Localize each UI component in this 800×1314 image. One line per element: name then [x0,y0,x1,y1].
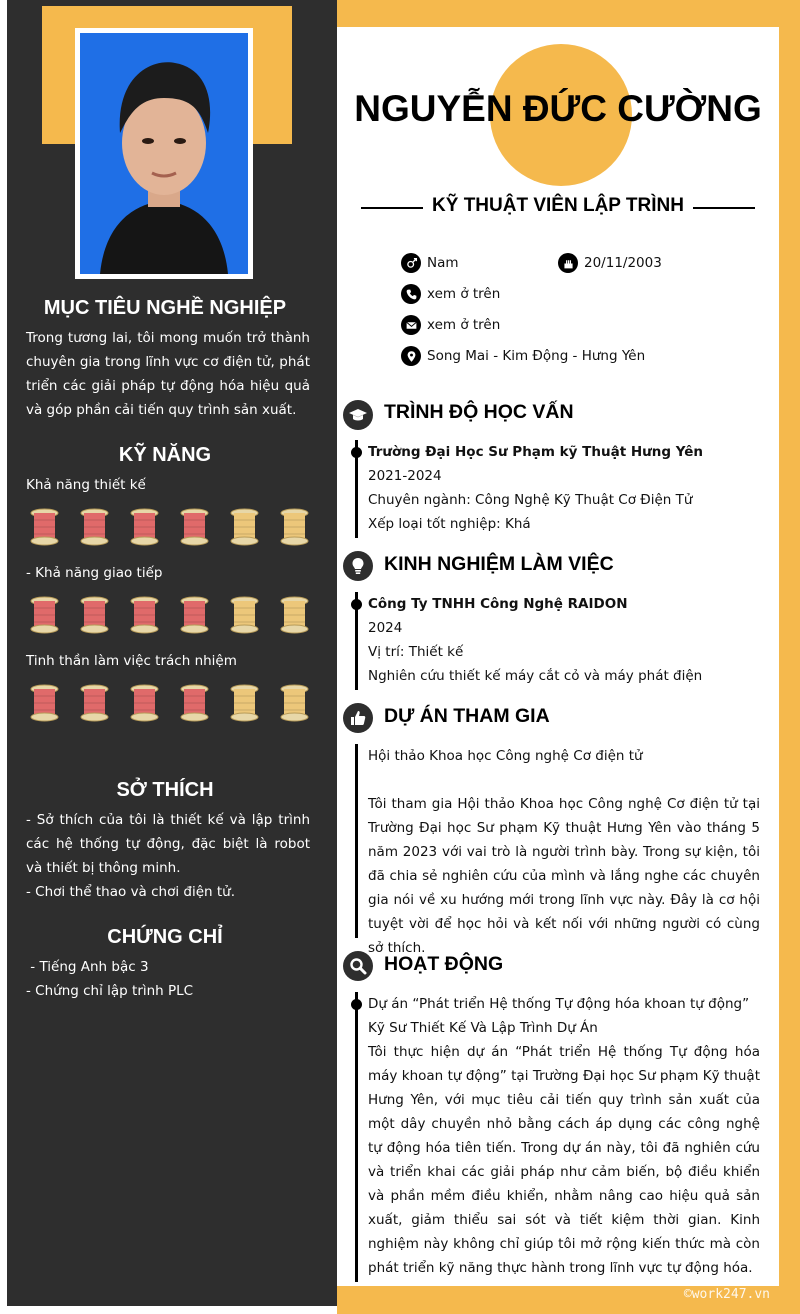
gender-value: Nam [427,255,459,271]
spool-filled-icon [130,596,159,634]
project-name: Hội thảo Khoa học Công nghệ Cơ điện tử [368,748,643,764]
spool-filled-icon [80,684,109,722]
activity-description: Tôi thực hiện dự án “Phát triển Hệ thống Tự động hóa máy khoan tự động” tại Trường Đại học Sư phạm Kỹ thuật Hưng Yên, với mục tiêu cải tiến quy trình sản xuất của một dây chuyền nhỏ bằng cách áp dụng các công nghệ tự động hóa tiên tiến. Trong dự án này, tôi đã nghiên cứu và triển khai các giải pháp như cảm biến, bộ điều khiển và phần mềm điều khiển, nhằm nâng cao hiệu quả sản xuất, giảm thiểu sai sót và tiết kiệm thời gian. Kinh nghiệm này không chỉ giúp tôi mở rộng kiến thức mà còn phát triển kỹ năng thực hành trong lĩnh vực tự động hóa. [368,1044,760,1276]
portrait-illustration [80,33,248,274]
experience-description: Nghiên cứu thiết kế máy cắt cỏ và máy phát điện [368,668,703,684]
timeline-dot [351,999,362,1010]
spool-filled-icon [30,684,59,722]
timeline-dot [351,447,362,458]
experience-title: KINH NGHIỆM LÀM VIỆC [384,553,614,575]
divider [693,207,755,209]
activity-role: Kỹ Sư Thiết Kế Và Lập Trình Dự Án [368,1020,598,1036]
address-value: Song Mai - Kim Động - Hưng Yên [427,348,646,364]
hobbies-text: - Sở thích của tôi là thiết kế và lập trình các hệ thống tự động, đặc biệt là robot và thiết bị thông minh. [26,812,310,876]
hobbies-text: - Chơi thể thao và chơi điện tử. [26,884,236,900]
education-years: 2021-2024 [368,468,442,484]
skills-title: KỸ NĂNG [118,444,212,466]
education-major: Chuyên ngành: Công Nghệ Kỹ Thuật Cơ Điện Tử [368,492,693,508]
location-pin-icon [401,346,421,366]
spool-filled-icon [130,684,159,722]
gender-info [401,253,459,273]
skill-label: Khả năng thiết kế [26,477,146,493]
activity-project: Dự án “Phát triển Hệ thống Tự động hóa khoan tự động” [368,996,750,1012]
spool-empty-icon [230,508,259,546]
spool-empty-icon [230,684,259,722]
graduation-cap-icon [343,400,373,430]
spool-filled-icon [30,596,59,634]
phone-value: xem ở trên [427,286,501,302]
spool-filled-icon [180,596,209,634]
email-icon [401,315,421,335]
education-title: TRÌNH ĐỘ HỌC VẤN [384,401,574,423]
job-title: KỸ THUẬT VIÊN LẬP TRÌNH [432,195,684,216]
lightbulb-icon [343,551,373,581]
education-grade: Xếp loại tốt nghiệp: Khá [368,516,531,532]
timeline-line [355,992,358,1282]
spool-empty-icon [280,684,309,722]
skill-label: - Khả năng giao tiếp [26,565,163,581]
birthday-cake-icon [558,253,578,273]
spool-filled-icon [180,508,209,546]
divider [361,207,423,209]
certificates-title: CHỨNG CHỈ [107,926,223,948]
watermark: ©work247.vn [683,1287,770,1302]
avatar [75,28,253,279]
spool-empty-icon [280,508,309,546]
objective-text: Trong tương lai, tôi mong muốn trở thành chuyên gia trong lĩnh vực cơ điện tử, phát triển các giải pháp tự động hóa hiệu quả và góp phần cải tiến quy trình sản xuất. [26,330,310,418]
magnifier-icon [343,951,373,981]
address-info [401,346,645,366]
certificate-item: - Tiếng Anh bậc 3 [26,959,149,975]
skill-rating [30,508,309,546]
spool-empty-icon [230,596,259,634]
gender-icon [401,253,421,273]
email-value: xem ở trên [427,317,501,333]
spool-filled-icon [180,684,209,722]
spool-empty-icon [280,596,309,634]
timeline-line [355,744,358,938]
experience-year: 2024 [368,620,403,636]
spool-filled-icon [130,508,159,546]
spool-filled-icon [30,508,59,546]
spool-filled-icon [80,508,109,546]
skill-rating [30,684,309,722]
school-name: Trường Đại Học Sư Phạm kỹ Thuật Hưng Yên [368,444,704,460]
project-description: Tôi tham gia Hội thảo Khoa học Công nghệ Cơ điện tử tại Trường Đại học Sư phạm Kỹ thuật Hưng Yên vào tháng 5 năm 2023 với vai trò là người trình bày. Trong sự kiện, tôi đã chia sẻ nghiên cứu của mình và lắng nghe các chuyên gia nói về xu hướng mới trong lĩnh vực này. Đây là cơ hội tuyệt vời để học hỏi và kết nối với những người có cùng sở thích. [368,796,760,956]
skill-rating [30,596,309,634]
experience-position: Vị trí: Thiết kế [368,644,464,660]
timeline-dot [351,599,362,610]
phone-info [401,284,500,304]
objective-title: MỤC TIÊU NGHỀ NGHIỆP [43,297,287,319]
spool-filled-icon [80,596,109,634]
skill-label: Tinh thần làm việc trách nhiệm [26,653,237,669]
phone-icon [401,284,421,304]
birthday-info [558,253,662,273]
page-title: NGUYỄN ĐỨC CƯỜNG [354,88,762,129]
email-info [401,315,500,335]
activities-title: HOẠT ĐỘNG [384,953,504,975]
hobbies-title: SỞ THÍCH [116,779,214,801]
thumbs-up-icon [343,703,373,733]
certificate-item: - Chứng chỉ lập trình PLC [26,983,194,999]
company-name: Công Ty TNHH Công Nghệ RAIDON [368,596,628,612]
birthday-value: 20/11/2003 [584,255,662,271]
projects-title: DỰ ÁN THAM GIA [384,705,550,727]
